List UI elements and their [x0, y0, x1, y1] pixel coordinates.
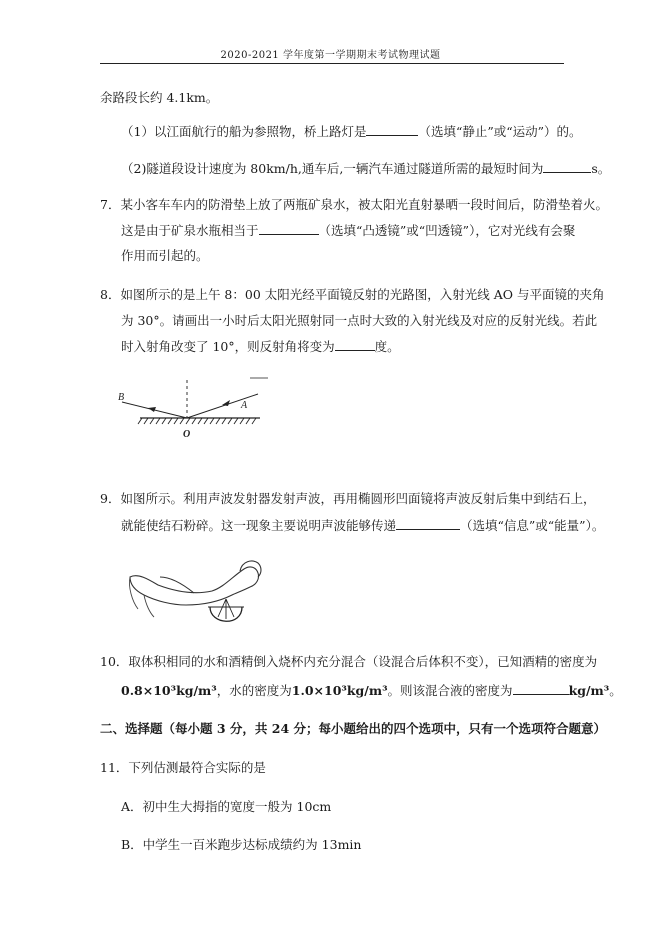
density-unit: kg/m³	[568, 683, 610, 698]
q9-answer-blank[interactable]	[396, 517, 460, 530]
alcohol-density-value: 0.8×10³kg/m³	[121, 683, 217, 698]
q7-answer-blank[interactable]	[259, 222, 319, 235]
q6-part1-text-after: （选填“静止”或“运动”）的。	[418, 124, 582, 139]
q7-line3: 作用而引起的。	[121, 248, 209, 263]
q6-part1-answer-blank[interactable]	[366, 123, 418, 136]
incident-ray-ao	[187, 394, 258, 418]
q10-answer-blank[interactable]	[513, 682, 569, 695]
page-header: 2020-2021 学年度第一学期期末考试物理试题	[220, 50, 441, 61]
incident-arrow	[222, 400, 230, 406]
q10-line2	[121, 682, 622, 699]
label-o: O	[183, 429, 191, 440]
q11-option-b[interactable]: B．中学生一百米跑步达标成绩约为 13min	[121, 837, 362, 852]
q9-line2-text-before: 就能使结石粉碎。这一现象主要说明声波能够传递	[121, 518, 397, 533]
sound-wave-lithotripsy-figure	[124, 555, 274, 635]
q8-answer-blank[interactable]	[335, 338, 375, 351]
q6-part2	[121, 160, 610, 177]
q9-line2	[121, 517, 604, 534]
q7-line2	[121, 222, 575, 239]
wave-lines	[218, 599, 234, 619]
mirror-reflection-figure	[110, 370, 280, 450]
q9-line2-text-after: （选填“信息”或“能量”）。	[460, 518, 605, 533]
q8-line1: 8．如图所示的是上午 8：00 太阳光经平面镜反射的光路图，入射光线 AO 与平面镜的夹角	[100, 287, 605, 302]
mirror-hatching	[138, 418, 256, 424]
q11-stem: 11．下列估测最符合实际的是	[100, 760, 266, 775]
q7-line1: 7．某小客车车内的防滑垫上放了两瓶矿泉水，被太阳光直射暴晒一段时间后，防滑垫着火。	[100, 197, 608, 212]
label-a: A	[241, 400, 248, 411]
water-density-value: 1.0×10³kg/m³	[291, 683, 388, 698]
q6-tail: 余路段长约 4.1km。	[100, 90, 219, 105]
q7-line2-text-after: （选填“凸透镜”或“凹透镜”），它对光线有会聚	[318, 223, 576, 238]
q8-line3-text-after: 度。	[374, 339, 400, 354]
q8-line3-text-before: 时入射角改变了 10°，则反射角将变为	[121, 339, 335, 354]
section2-title: 二、选择题（每小题 3 分，共 24 分；每小题给出的四个选项中，只有一个选项符合题意）	[100, 721, 607, 736]
q8-line3	[121, 338, 400, 355]
reflected-arrow	[148, 407, 156, 412]
q11-option-a[interactable]: A．初中生大拇指的宽度一般为 10cm	[121, 799, 332, 814]
q10-line1: 10．取体积相同的水和酒精倒入烧杯内充分混合（设混合后体积不变），已知酒精的密度为	[100, 654, 598, 669]
q6-part1	[121, 123, 582, 140]
q10-line2-after: 。则该混合液的密度为	[387, 683, 513, 698]
patient-outline	[130, 567, 259, 605]
q6-part2-text-after: s。	[591, 161, 611, 176]
q7-line2-text-before: 这是由于矿泉水瓶相当于	[121, 223, 259, 238]
q6-part2-text-before: （2)隧道段设计速度为 80km/h,通车后,一辆汽车通过隧道所需的最短时间为	[121, 161, 544, 176]
q10-line2-mid: ，水的密度为	[216, 683, 292, 698]
q6-part2-answer-blank[interactable]	[543, 160, 591, 173]
q10-line2-end: 。	[609, 683, 622, 698]
q8-line2: 为 30°。请画出一小时后太阳光照射同一点时大致的入射光线及对应的反射光线。若此	[121, 313, 598, 328]
q9-line1: 9．如图所示。利用声波发射器发射声波，再用椭圆形凹面镜将声波反射后集中到结石上，	[100, 491, 596, 506]
header-divider	[100, 63, 564, 64]
label-b: B	[118, 392, 125, 403]
leg-outline	[129, 577, 154, 617]
q6-part1-text-before: （1）以江面航行的船为参照物，桥上路灯是	[121, 124, 367, 139]
